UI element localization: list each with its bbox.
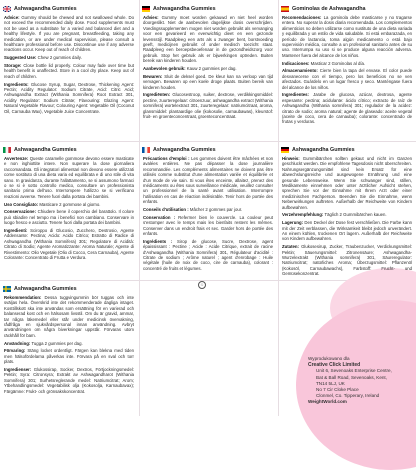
section-text: Dessa tuggvingummin bör tuggas och inte sväljas hela. Överskrid inte det rekommenderade dagliga intaget. Kosttillskott ska inte användas som ersättning för en varierad och balanserad kost och en hälsosam livsstil. Om du är gravid, ammar, tar några läkemedel eller står under medicinsk övervakning, rådfråga en sjukvårdspersonal innan användning. Avbryt användningen om några biverkningar uppstår. Förvaras utom räckhåll för barn. — [4, 295, 134, 338]
panel-paragraph — [4, 209, 134, 225]
panel-paragraph — [143, 66, 273, 71]
panel-paragraph — [4, 348, 134, 364]
section-heading: Aanbevolen gebruik: — [143, 66, 187, 72]
panel-body — [139, 155, 277, 271]
panel-paragraph — [4, 63, 134, 79]
section-text: Den Deckel der Dose fest verschließen. Die Farbe kann mit der Zeit verblassen, die Wirksamkeit bleibt jedoch unverändert. An einem kühlen, trockenen Ort lagern. Außerhalb der Reichweite von Kindern aufbewahren. — [282, 220, 412, 242]
section-text: Gummibärchen sollten gekaut und nicht im Ganzen geschluckt werden. Die empfohlene Tagesdosis nicht überschreiten. Nahrungsergänzungsmittel sind kein Ersatz für eine abwechslungsreiche und ausgewogene Ernährung und eine gesunde Lebensweise. Wenn Sie schwanger sind, stillen, Medikamente einnehmen oder unter ärztlicher Aufsicht stehen, sprechen Sie vor der Einnahme mit Ihrem Arzt oder einer medizinischen Fachperson. Beenden Sie die Einnahme, wenn Nebenwirkungen auftreten. Außerhalb der Reichweite von Kindern aufbewahren. — [282, 156, 413, 210]
label-panel-english — [0, 0, 138, 140]
panel-header — [278, 3, 416, 14]
manufacturer-info — [308, 356, 408, 406]
panel-paragraph — [4, 295, 134, 338]
section-heading: Hinweis: — [282, 156, 303, 161]
section-text: La gominola debe masticarse y no tragarse entera. No superar la dosis diaria recomendada. Los complementos alimenticios no deben utilizarse como sustituto de una dieta variada y equilibrada y un estilo de vida saludable. Si está embarazada, en período de lactancia, toma algún medicamento o está bajo supervisión médica, consulte a un profesional sanitario antes de su uso. Interrumpa su uso si se produce alguna reacción adversa. Mantener fuera del alcance de los niños. — [282, 15, 412, 58]
panel-header — [0, 144, 138, 155]
panel-paragraph — [4, 228, 134, 260]
section-text: Stäng locket ordentligt. Färgen kan blekna med tiden men hälsofördelarna påverkas inte. Förvara på en sval och torr plats. — [4, 348, 135, 365]
panel-paragraph — [282, 15, 412, 58]
section-text: Close bottle lid properly. Colour may fade over time but health benefit is unaffected. Store in a cool dry place. Keep out of reach of children. — [4, 63, 134, 79]
section-heading: Précautions d'emploi : — [143, 156, 192, 161]
section-text: Gummy should be chewed and not swallowed whole. Do not exceed the recommended daily dose. Food supplements must not be used as a substitute for a varied and balanced diet and a healthy lifestyle. If you are pregnant, breastfeeding, taking any medication, or are under medical supervision, please consult a healthcare professional before use. Discontinue use if any adverse reactions occur. Keep out of reach of children. — [4, 15, 134, 53]
panel-paragraph — [282, 61, 412, 66]
panel-paragraph — [4, 15, 134, 53]
section-text: Queste caramelle gommose devono essere masticate e non inghiottite intere. Non superare la dose giornaliera raccomandata. Gli integratori alimentari non devono essere utilizzati come sostituto di una dieta varia ed equilibrata e di uno stile di vita sano. In gravidanza, durante l'allattamento, se si assumono farmaci o se si è sotto controllo medico, consultare un professionista sanitario prima dell'uso. Interrompere l'utilizzo se si verificano reazioni avverse. Tenere fuori dalla portata dei bambini. — [4, 156, 134, 199]
manufactured-for-label: Wyprodukowano dla — [308, 356, 350, 361]
label-panel-spanish — [278, 0, 416, 140]
section-text: Glukossirap, Socker, Dextros, Förtjockningsmedel: Pektin; Syra: Citronsyra; Extrakt av Ashwagandharot (Withania Somnifera) 301; Surhetsreglerande medel: Natriumcitrat; Arom; Ytbehandlingsmedel: Vegetabilisk olja (Kokosolja, Karnaubavax); Färgämne: Frukt- och grönsakskoncentrat. — [4, 367, 134, 394]
panel-header — [278, 144, 416, 155]
section-text: Gummy moet worden gekauwd en niet heel worden doorgeslikt. Niet de aanbevolen dagelijkse dosis overschrijden. Voedingssupplementen mogen niet worden gebruikt als vervanging voor een gevarieerd en evenwichtig dieet en een gezonde levensstijl. Raadpleeg een arts als u zwanger bent, borstvoeding geeft, medicijnen gebruikt of onder medisch toezicht staat. Raadpleeg een beroepsbeoefenaar in de gezondheidszorg voor gebruik. Stop het gebruik als er bijwerkingen optreden. Buiten bereik van kinderen houden. — [143, 15, 273, 64]
section-heading: Indicaciones: — [282, 60, 311, 66]
section-text: Glukosesirup, Zucker, Traubenzucker, Verdickungsmittel: Pektin; Säuerungsmittel: Zitronensäure; Ashwagandha-Wurzelextrakt (Withania somnifera) 301, Säureregulator: Natriumcitrat; natürliches Aroma; Überzugsmittel: Pflanzenöl (Kokosöl, Carnaubawachs), Farbstoff: Frucht- und Gemüsekonzentrat. — [282, 244, 413, 277]
section-heading: Conservazione: — [4, 209, 38, 215]
label-panel-dutch — [139, 0, 277, 140]
address-line: Bat & Ball Road, Sevenoaks, Kent, — [316, 374, 387, 380]
address-line: TN14 5LJ, UK — [316, 380, 345, 386]
sweden-flag-icon — [3, 286, 11, 292]
spain-flag-icon — [281, 6, 289, 12]
section-text: Sirop de glucose, Sucre, Dextrose, agent épaississant : Pectine ; Acide : Acide Citrique, extrait de racine d'Ashwagandha (Withania Somnifera) 301, Régulateur d'acidité : Citrate de sodium ; Arôme naturel ; agent d'enrobage : Huile végétale (huile de noix de coco, cire de carnauba), colorant : concentré de fruits et légumes. — [143, 238, 273, 271]
panel-title: Ashwagandha Gummies — [14, 285, 77, 292]
panel-paragraph — [143, 156, 273, 205]
panel-title: Ashwagandha Gummies — [14, 146, 77, 153]
section-heading: Användning: — [4, 340, 32, 346]
panel-header — [0, 3, 138, 14]
section-text: Chew 2 gummies daily. — [37, 55, 82, 61]
panel-title: Ashwagandha Gummies — [14, 5, 77, 12]
panel-body — [0, 294, 138, 394]
section-heading: Suggested Use: — [4, 55, 38, 61]
address-line: No 7 Cir Cloke Place — [316, 387, 359, 393]
germany-flag-icon — [281, 147, 289, 153]
section-text: Sluit de deksel goed. De kleur kan na verloop van tijd vervagen. Bewaren op een koele droge plaats. Buiten bereik van kinderen houden. — [143, 73, 273, 90]
section-text: Täglich 2 Gummibärchen kauen. — [324, 212, 387, 218]
panel-paragraph — [143, 215, 273, 237]
section-text: Chiudere bene il coperchio del barattolo. Il colore può sbiadire nel tempo ma i benefici non cambiano. Conservare in luogo fresco e asciutto. Tenere fuori dalla portata dei bambini. — [4, 209, 134, 226]
panel-paragraph — [4, 367, 134, 394]
section-heading: Avvertenze: — [4, 156, 30, 161]
section-heading: Lagerung: — [282, 220, 305, 226]
panel-body — [0, 155, 138, 260]
panel-header — [0, 283, 138, 294]
panel-header — [139, 3, 277, 14]
section-heading: Ingredienser: — [4, 367, 34, 373]
website-link[interactable]: WeightWorld.com — [308, 399, 347, 405]
section-text: Sciroppo di Glucosio, Zucchero, Destrosio, Agente Addensante: Pectina; Acido: Acido Citrico; Estratto di Radice di Ashwagandha (Withania Somnifera) 301; Regolatore di Acidità: Citrato di Sodio; Agente Aromatizzante: Aroma Naturale; Agente di Rivestimento: Olio Vegetale (Olio di Cocco, Cera Carnauba), Agente Colorante: Concentrato di Frutta e Verdura. — [4, 228, 134, 261]
section-text: Jarabe de glucosa, azúcar, dextrosa, agente espesante: pectina; acidulante: ácido cítrico; extracto de raíz de Ashwagandha (Withania somnifera) 301; regulador de la acidez: citrato de sodio; aroma natural; agente de glaseado: aceite vegetal (aceite de coco, cera de carnauba); colorante: concentrado de frutas y verduras. — [282, 92, 412, 125]
panel-paragraph — [143, 15, 273, 64]
section-text: Refermer bien le couvercle. La couleur peut s'estomper avec le temps mais les bienfaits restent les mêmes. Conserver dans un endroit frais et sec. Garder hors de portée des enfants. — [143, 214, 274, 237]
panel-paragraph — [143, 207, 273, 212]
section-heading: Ingrédients : — [143, 238, 178, 244]
section-heading: Advies: — [143, 15, 162, 20]
label-panel-swedish — [0, 280, 138, 416]
label-panel-german — [278, 141, 416, 279]
panel-body — [0, 14, 138, 114]
panel-paragraph — [4, 202, 134, 207]
section-heading: Rekommendation: — [4, 295, 45, 300]
panel-paragraph — [4, 82, 134, 114]
panel-paragraph — [143, 74, 273, 90]
section-text: Masticare 2 gommose al giorno. — [39, 201, 101, 207]
label-panel-italian — [0, 141, 138, 279]
section-text: Glucose Syrup, Sugar, Dextrose, Thickening Agent: Pectin; Acidity Regulator: Sodium Citrate, Acid: Citric Acid; Ashwagandha Extract (Withania Somnifera) Root Extract 301, Acidity Regulator: Sodium Citrate; Flavouring: Glazing Agent: Natural Vegetable Flavour; Colouring Agent: Vegetable Oil (Coconut Oil, Carnauba Wax), Vegetable Juice Concentrate. — [4, 81, 134, 114]
panel-paragraph — [282, 156, 412, 210]
section-text: Kauw 2 gummies per dag. — [186, 66, 237, 72]
panel-paragraph — [4, 341, 134, 346]
panel-title: Ashwagandha Gummies — [153, 146, 216, 153]
panel-paragraph — [282, 244, 412, 276]
panel-paragraph — [143, 239, 273, 271]
panel-title: Gominolas de Ashwagandha — [292, 5, 366, 12]
section-text: Masticar 2 Gominolas al día. — [310, 60, 366, 66]
section-heading: Recomendaciones: — [282, 15, 324, 20]
recycle-seal-icon: ♲ — [198, 281, 206, 289]
panel-paragraph — [282, 92, 412, 124]
section-text: Glucosestroop, suiker, dextrose, verdikkingsmiddel: pectine, zuurteregelaar: citroenzuur, ashwagandha extract (Withania somnifera) wortelextract 301, zuurteregelaar: natriumcitraat, aroma, glansmiddel: plantaardige olie (kokosolie, carnaubawas), kleurstof: fruit- en groenteconcentraat, groenteconcentraat. — [143, 92, 273, 120]
panel-header — [139, 144, 277, 155]
section-heading: Ingredienti: — [4, 228, 31, 234]
uk-flag-icon — [3, 6, 11, 12]
france-flag-icon — [142, 147, 150, 153]
company-name: Creative Click Limited — [308, 362, 361, 369]
section-text: Tugga 2 gummies per dag. — [31, 340, 83, 346]
section-heading: Almacenamiento: — [282, 68, 320, 74]
section-text: Les gommes doivent être mâchées et non avalées entières. Ne pas dépasser la dose journalière recommandée. Les compléments alimentaires ne doivent pas être utilisés comme substitut d'une alimentation variée et équilibrée et d'un mode de vie sain. Si vous êtes enceinte, allaitez, prenez des médicaments ou êtes sous surveillance médicale, veuillez consulter un professionnel de la santé avant utilisation. Interrompre l'utilisation en cas de réaction indésirable. Tenir hors de portée des enfants. — [143, 156, 273, 205]
section-heading: Conservation : — [143, 214, 179, 220]
panel-paragraph — [4, 156, 134, 199]
address-line: Unit 6, Sevenoaks Enterprise Centre, — [316, 368, 392, 374]
flag-icon — [142, 6, 150, 12]
section-heading: Verzehrempfehlung: — [282, 212, 325, 218]
panel-paragraph — [282, 68, 412, 90]
section-heading: Uso Consigliato: — [4, 201, 40, 207]
panel-paragraph — [282, 220, 412, 242]
section-heading: Storage: — [4, 63, 24, 69]
section-heading: Förvaring: — [4, 348, 28, 354]
section-heading: Conseils d'utilisation : — [143, 207, 190, 213]
section-heading: Bewaren: — [143, 73, 165, 79]
section-heading: Ingrediënten: — [143, 92, 173, 98]
panel-body — [278, 14, 416, 125]
label-panel-french — [139, 141, 277, 279]
section-heading: Advice: — [4, 15, 22, 20]
panel-title: Ashwagandha Gummies — [153, 5, 216, 12]
section-text: Mâcher 2 gommes par jour. — [189, 207, 243, 213]
panel-title: Ashwagandha Gummies — [292, 146, 355, 153]
panel-paragraph — [282, 212, 412, 217]
address-line: Clonmel, Co. Tipperary, Ireland — [316, 393, 380, 399]
panel-paragraph — [143, 92, 273, 119]
panel-paragraph — [4, 55, 134, 60]
panel-body — [278, 155, 416, 277]
section-text: Cierre bien la tapa del envase. El color puede desvanecerse con el tiempo, pero los beneficios no se ven afectados. Guárdelo en un lugar fresco y seco. Manténgase fuera del alcance de los niños. — [282, 68, 412, 90]
section-heading: Zutaten: — [282, 244, 302, 250]
italy-flag-icon — [3, 147, 11, 153]
panel-body — [139, 14, 277, 119]
section-heading: Ingredientes: — [282, 92, 314, 98]
section-heading: Ingredients: — [4, 81, 31, 87]
